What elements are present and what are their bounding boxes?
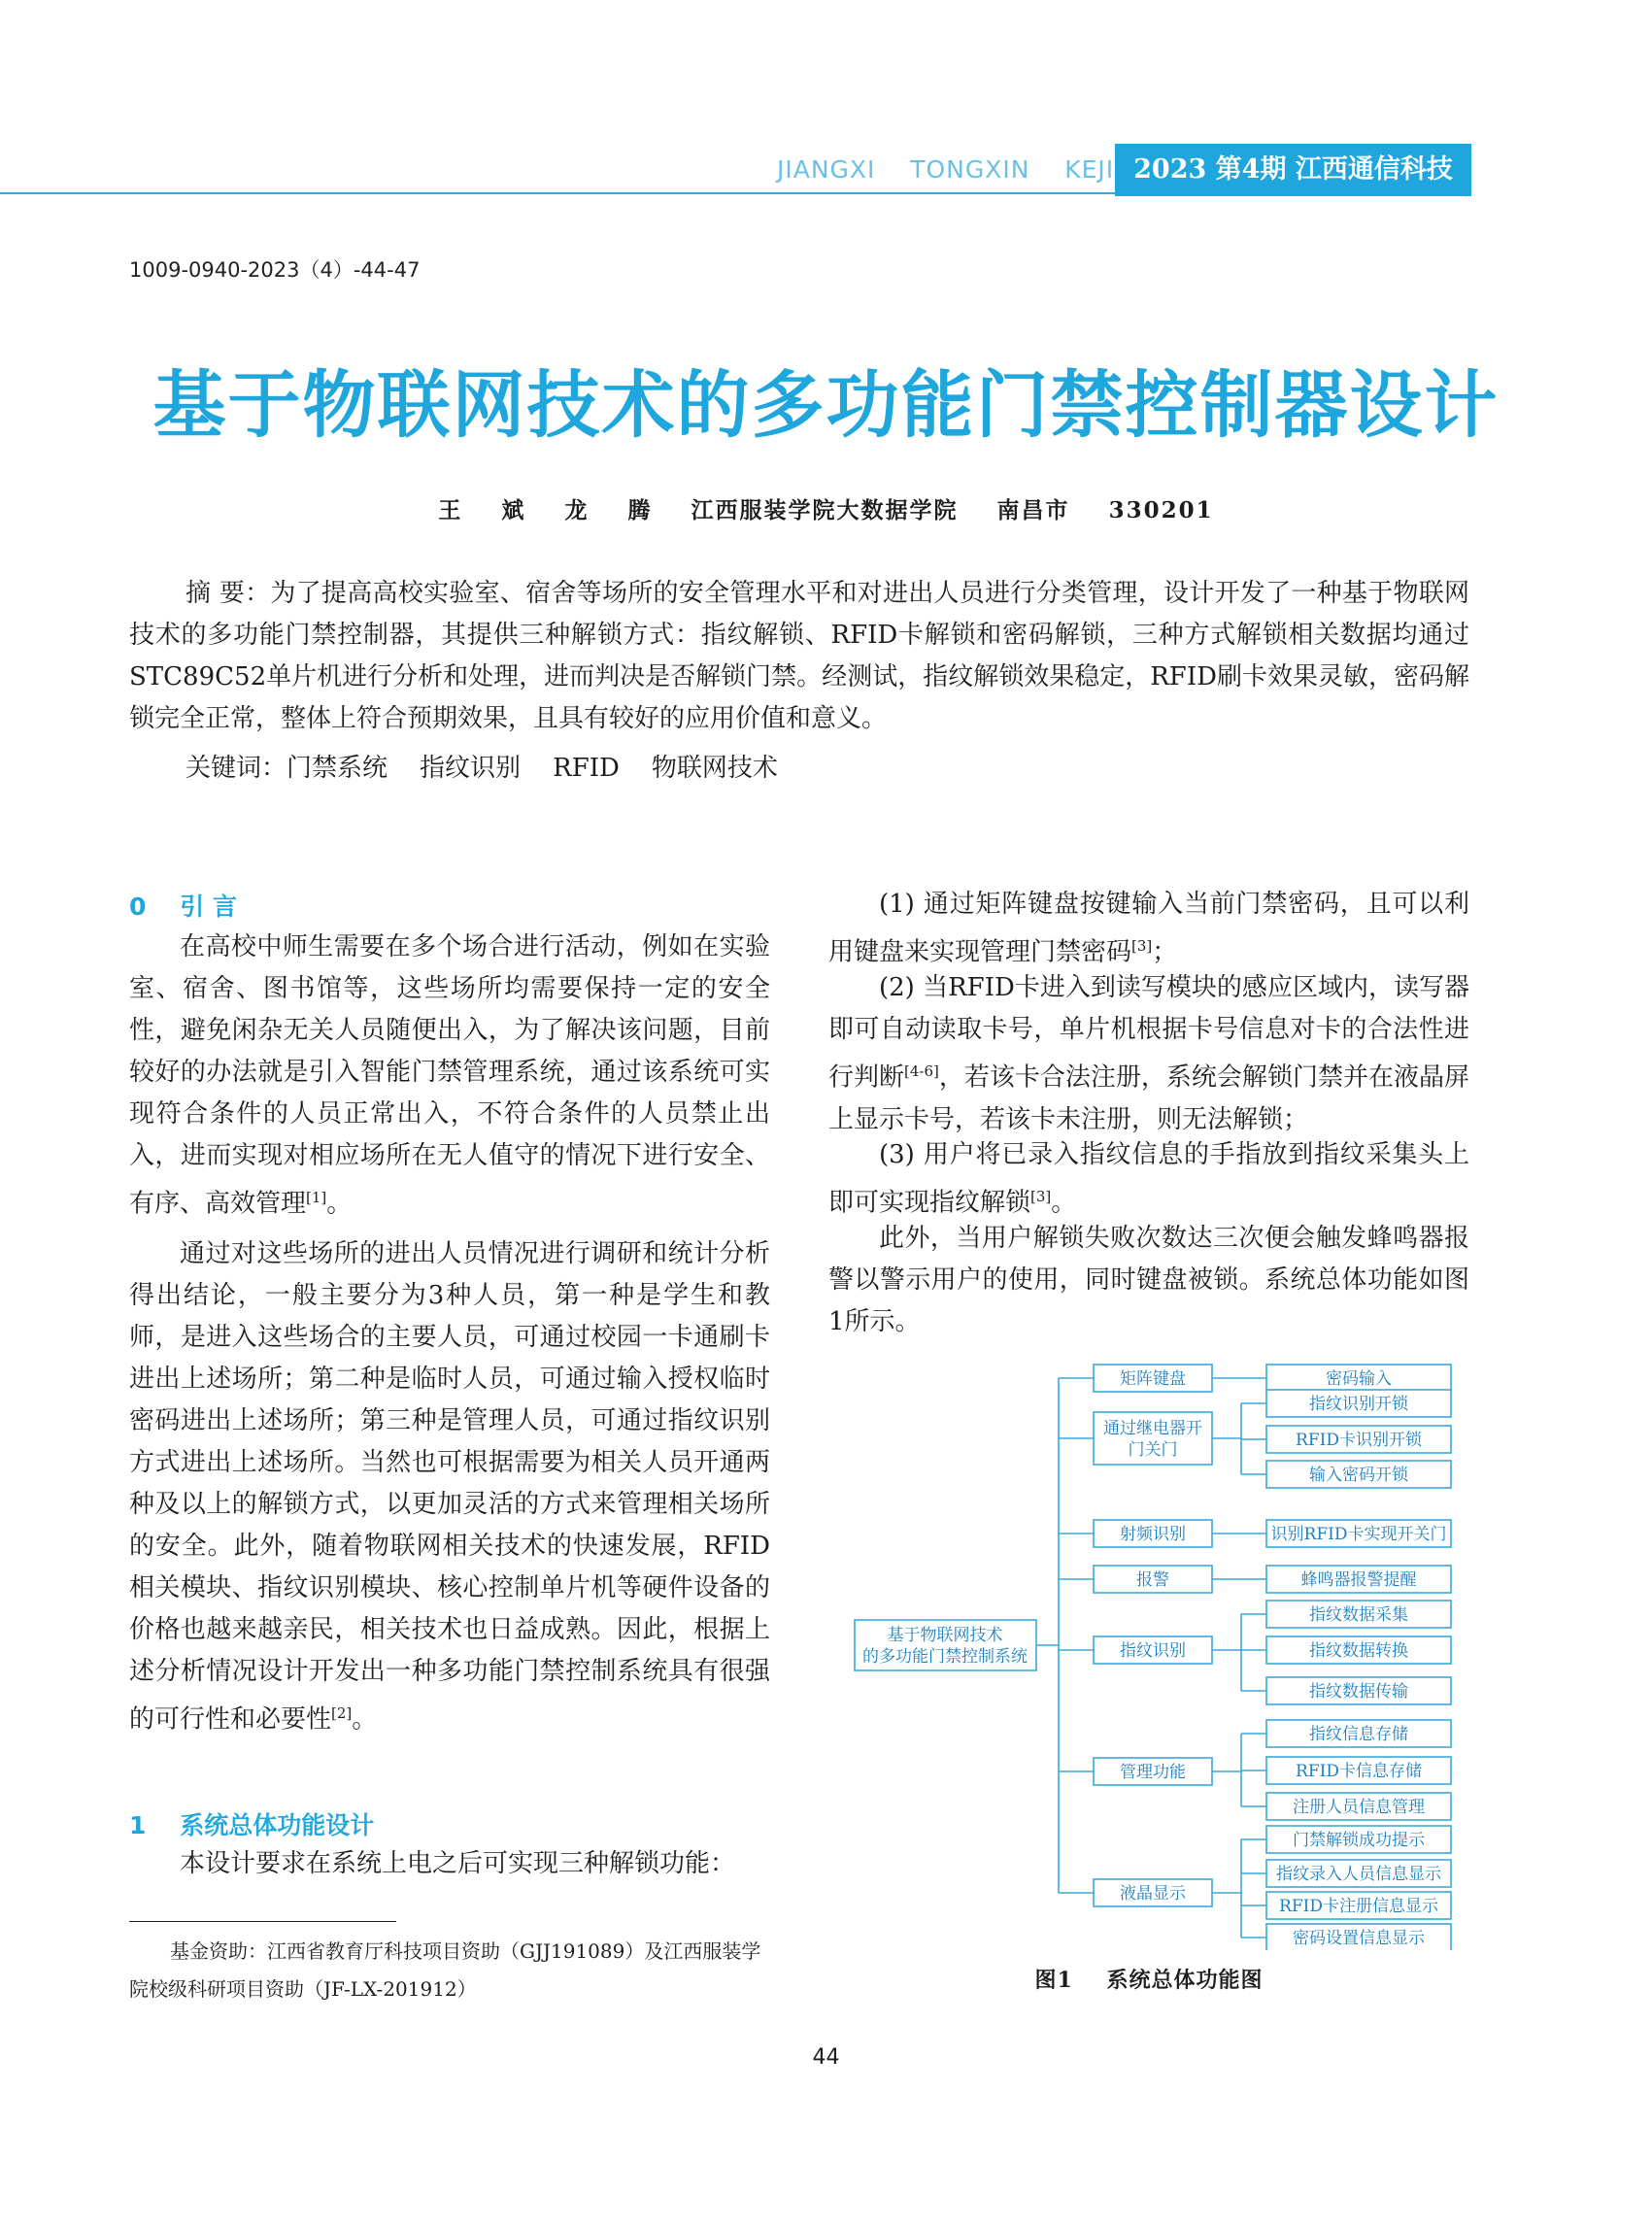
intro-paragraph-1 [129,927,770,1226]
leaf-label: RFID卡注册信息显示 [1279,1897,1438,1916]
leaf-label: 密码输入 [1326,1369,1392,1389]
intro-p1-text: 在高校中师生需要在多个场合进行活动，例如在实验室、宿舍、图书馆等，这些场所均需要保持一定的安全性，避免闲杂无关人员随便出入，为了解决该问题，目前较好的办法就是引入智能门禁管理系统，通过该系统可实现符合条件的人员正常出入，不符合条件的人员禁止出入，进而实现对相应场所在无人值守的情况下进行安全、有序、高效管理 [129,932,770,1219]
citation: [4-6] [904,1062,939,1080]
leaf-label: RFID卡信息存储 [1296,1762,1422,1781]
node-label: 矩阵键盘 [1120,1369,1186,1389]
root-label-line2: 的多功能门禁控制系统 [862,1647,1028,1667]
issue-badge: 2023 第4期 江西通信科技 [1115,144,1471,196]
funding-footnote: 基金资助：江西省教育厅科技项目资助（GJJ191089）及江西服装学院校级科研项目资助（JF-LX-201912） [129,1939,761,2001]
leaf-fp-convert [1266,1636,1451,1664]
leaf-rfid-register-display [1266,1892,1451,1919]
leaf-label: 指纹数据传输 [1309,1682,1408,1702]
punct: ； [1152,937,1178,967]
system-function-diagram [843,1358,1465,1950]
node-label: 液晶显示 [1120,1884,1186,1904]
punct: 。 [326,1189,353,1219]
leaf-label: 输入密码开锁 [1309,1466,1408,1485]
section-1-heading: 1 系统总体功能设计 [129,1811,375,1839]
leaf-label: 密码设置信息显示 [1293,1929,1425,1948]
node-fingerprint [1094,1636,1212,1664]
author-line: 王 斌 龙 腾 江西服装学院大数据学院 南昌市 330201 [438,497,1214,523]
citation: [2] [331,1704,353,1722]
footnote-rule [129,1921,396,1922]
leaf-label: 指纹数据转换 [1309,1641,1408,1661]
node-label: 指纹识别 [1120,1641,1186,1661]
node-label: 门关门 [1128,1440,1178,1460]
leaf-password-unlock [1266,1461,1451,1488]
leaf-label: 指纹识别开锁 [1309,1395,1408,1414]
item-text: (3) 用户将已录入指纹信息的手指放到指纹采集头上即可实现指纹解锁 [828,1140,1469,1218]
leaf-fp-collect [1266,1601,1451,1628]
node-management [1094,1758,1212,1785]
node-alarm [1094,1566,1212,1593]
section-0-heading: 0 引 言 [129,893,237,921]
punct: 。 [1051,1188,1077,1218]
leaf-label: 指纹录入人员信息显示 [1276,1865,1441,1884]
leaf-fp-user-display [1266,1860,1451,1887]
unlock-item-3 [828,1134,1469,1225]
citation: [3] [1030,1188,1052,1205]
abstract [129,573,1469,740]
item-text: (1) 通过矩阵键盘按键输入当前门禁密码，且可以利用键盘来实现管理门禁密码 [828,890,1469,967]
journal-name-en: JIANGXI TONGXIN KEJI [777,155,1115,184]
abstract-text: 为了提高高校实验室、宿舍等场所的安全管理水平和对进出人员进行分类管理，设计开发了一种基于物联网技术的多功能门禁控制器，其提供三种解锁方式：指纹解锁、RFID卡解锁和密码解锁，三种方式解锁相关数据均通过STC89C52单片机进行分析和处理，进而判决是否解锁门禁。经测试，指纹解锁效果稳定，RFID刷卡效果灵敏，密码解锁完全正常，整体上符合预期效果，且具有较好的应用价值和意义。 [129,579,1469,733]
leaf-rfid-door-switch [1266,1520,1451,1547]
keywords: 关键词：门禁系统 指纹识别 RFID 物联网技术 [185,754,778,783]
leaf-unlock-success [1266,1826,1451,1853]
leaf-label: 门禁解锁成功提示 [1293,1831,1425,1850]
summary-paragraph: 此外，当用户解锁失败次数达三次便会触发蜂鸣器报警以警示用户的使用，同时键盘被锁。系统总体功能如图1所示。 [828,1224,1469,1336]
unlock-item-2 [828,967,1469,1141]
intro-p2-text: 通过对这些场所的进出人员情况进行调研和统计分析得出结论，一般主要分为3种人员，第一种是学生和教师，是进入这些场合的主要人员，可通过校园一卡通刷卡进出上述场所；第二种是临时人员，可通过输入授权临时密码进出上述场所；第三种是管理人员，可通过指纹识别方式进出上述场所。当然也可根据需要为相关人员开通两种及以上的解锁方式，以更加灵活的方式来管理相关场所的安全。此外，随着物联网相关技术的快速发展，RFID相关模块、指纹识别模块、核心控制单片机等硬件设备的价格也越来越亲民，相关技术也日益成熟。因此，根据上述分析情况设计开发出一种多功能门禁控制系统具有很强的可行性和必要性 [129,1239,770,1735]
unlock-item-1 [828,884,1469,974]
citation: [1] [306,1189,327,1206]
diagram-root-node [855,1620,1036,1670]
node-rf-identification [1094,1520,1212,1547]
abstract-label: 摘 要： [185,579,271,608]
node-label: 报警 [1136,1570,1169,1590]
node-label: 通过继电器开 [1103,1419,1202,1438]
leaf-label: 识别RFID卡实现开关门 [1270,1525,1447,1544]
paper-title: 基于物联网技术的多功能门禁控制器设计 [152,362,1500,448]
leaf-fingerprint-unlock [1266,1390,1451,1417]
leaf-password-input [1266,1365,1451,1392]
page-number: 44 [812,2045,840,2070]
root-label-line1: 基于物联网技术 [887,1626,1003,1645]
punct: ，若该卡合法注册，系统会解锁门禁并在液晶屏上显示卡号，若该卡未注册，则无法解锁； [828,1062,1469,1134]
document-id: 1009-0940-2023（4）-44-47 [129,258,421,282]
leaf-rfid-unlock [1266,1426,1451,1453]
leaf-user-management [1266,1793,1451,1820]
leaf-rfid-store [1266,1757,1451,1784]
leaf-label: 蜂鸣器报警提醒 [1300,1570,1417,1590]
citation: [3] [1131,937,1153,955]
punct: 。 [352,1704,378,1735]
node-relay-door [1094,1412,1212,1465]
leaf-password-display [1266,1924,1451,1950]
leaf-label: 指纹数据采集 [1309,1605,1408,1625]
node-matrix-keypad [1094,1365,1212,1392]
leaf-label: 指纹信息存储 [1309,1725,1408,1744]
node-lcd-display [1094,1879,1212,1906]
figure-caption: 图1 系统总体功能图 [1034,1968,1264,1993]
leaf-fp-store [1266,1720,1451,1747]
leaf-label: RFID卡识别开锁 [1296,1431,1422,1450]
leaf-fp-transfer [1266,1677,1451,1704]
leaf-buzzer-alarm [1266,1566,1451,1593]
node-label: 射频识别 [1120,1525,1186,1544]
section-1-paragraph: 本设计要求在系统上电之后可实现三种解锁功能： [180,1849,736,1878]
intro-paragraph-2 [129,1233,770,1741]
leaf-label: 注册人员信息管理 [1293,1798,1425,1817]
node-label: 管理功能 [1120,1763,1186,1782]
item-text: (2) 当RFID卡进入到读写模块的感应区域内，读写器即可自动读取卡号，单片机根据卡号信息对卡的合法性进行判断 [828,973,1469,1093]
